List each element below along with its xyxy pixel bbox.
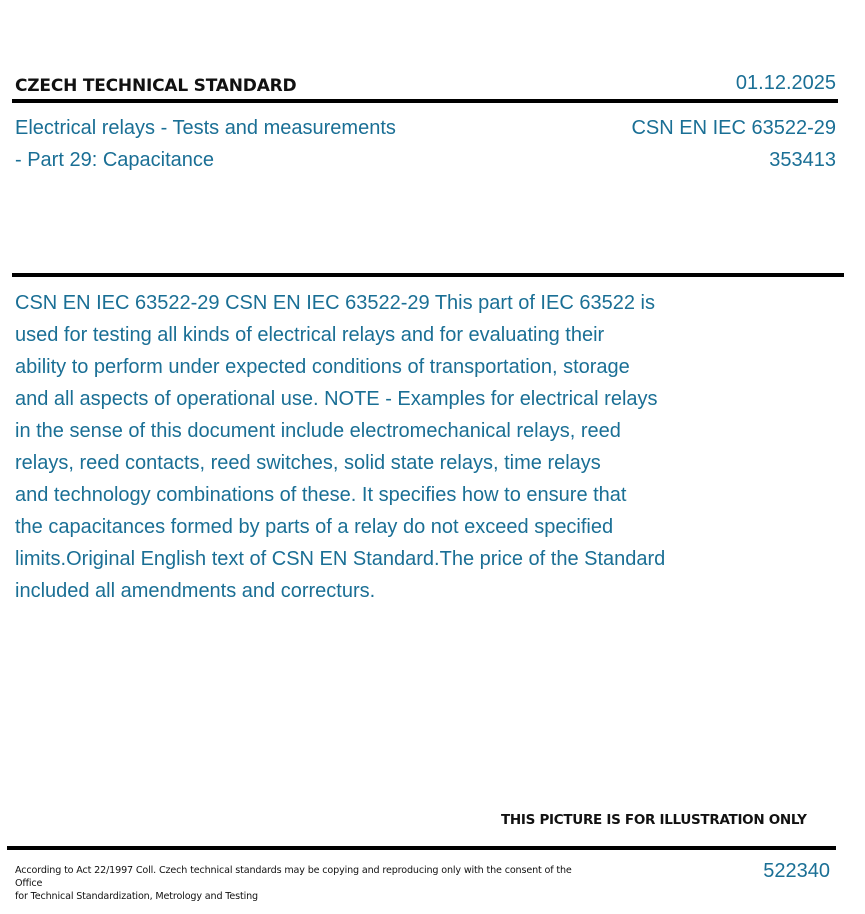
document-type-label: CZECH TECHNICAL STANDARD xyxy=(15,76,297,96)
standard-description: CSN EN IEC 63522-29 CSN EN IEC 63522-29 This part of IEC 63522 is used for testing all kinds of electrical relays and for evaluating their ability to perform under expected conditions of transportation, storage and all aspects of operational use. NOTE - Examples for electrical relays in the sense of this document include electromechanical relays, reed relays, reed contacts, reed switches, solid state relays, time relays and technology combinations of these. It specifies how to ensure that the capacitances formed by parts of a relay do not exceed specified limits.Original English text of CSN EN Standard.The price of the Standard included all amendments and correcturs. xyxy=(15,292,666,602)
footer-divider xyxy=(7,846,836,850)
footer-document-number: 522340 xyxy=(763,860,830,882)
title-divider xyxy=(12,273,844,277)
header-divider xyxy=(12,99,838,103)
copyright-notice: According to Act 22/1997 Coll. Czech technical standards may be copying and reproducing only with the consent of the Office for Technical Standardization, Metrology and Testing xyxy=(15,865,572,902)
catalog-number: 353413 xyxy=(769,149,836,171)
document-title-line-1: Electrical relays - Tests and measurements xyxy=(15,117,396,139)
publication-date: 01.12.2025 xyxy=(735,72,836,94)
standard-number: CSN EN IEC 63522-29 xyxy=(631,117,836,139)
document-title-line-2: - Part 29: Capacitance xyxy=(15,149,214,171)
illustration-notice: THIS PICTURE IS FOR ILLUSTRATION ONLY xyxy=(501,812,807,828)
